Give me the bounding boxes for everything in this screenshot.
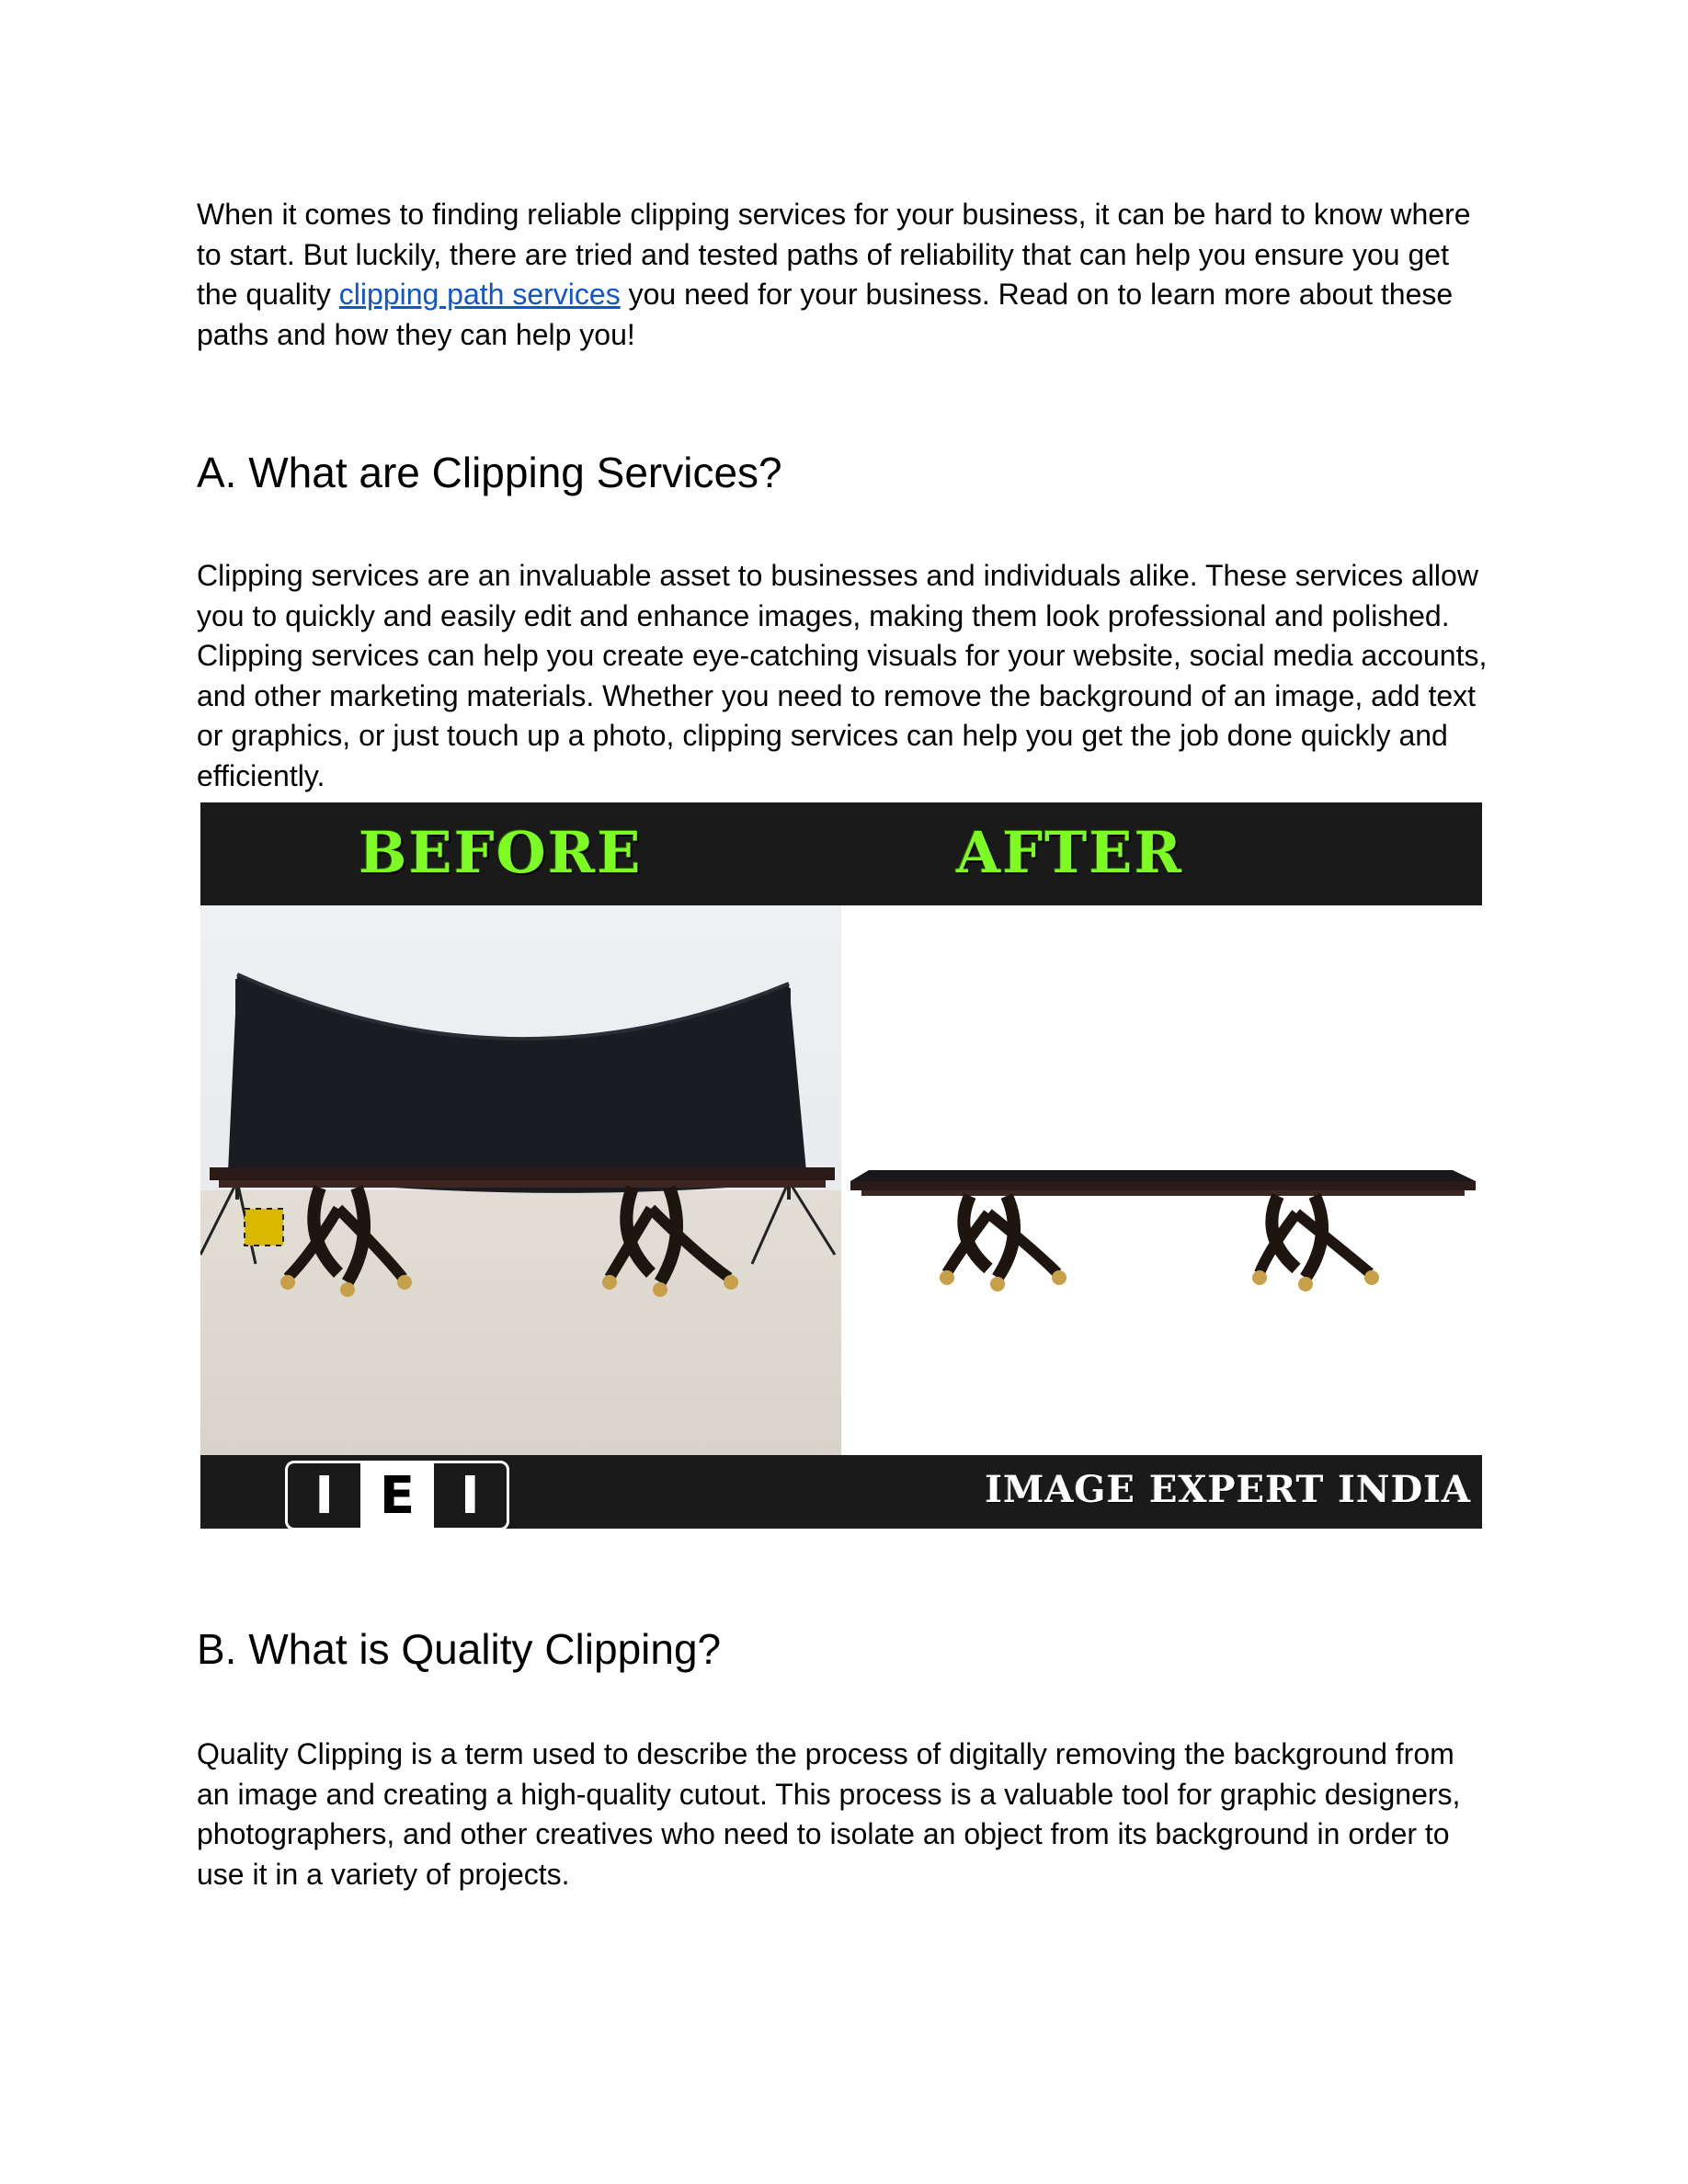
- after-photo: [841, 905, 1482, 1455]
- section-b-heading: B. What is Quality Clipping?: [197, 1625, 722, 1673]
- brand-band: [200, 1455, 1482, 1529]
- section-a-heading: A. What are Clipping Services?: [197, 449, 782, 496]
- section-a-paragraph: Clipping services are an invaluable asset to businesses and individuals alike. These services allow you to quickly and easily edit and enhance images, making them look professional and polished. Clipping services can help you create eye-catching visuals for your website, social media accounts, and other marketing materials. Whether you need to remove the background of an image, add text or graphics, or just touch up a photo, clipping services can help you get the job done quickly and efficiently.: [197, 559, 1488, 792]
- brand-name: IMAGE EXPERT INDIA: [985, 1468, 1471, 1511]
- label-band: [200, 802, 1482, 905]
- logo-letter-2: E: [360, 1463, 433, 1528]
- logo-letter-1: I: [288, 1463, 360, 1528]
- intro-text-end: you need for your business. Read on to learn more about these paths and how they can help you!: [197, 278, 1454, 351]
- before-photo: [200, 905, 841, 1455]
- before-label: BEFORE: [359, 819, 643, 886]
- clipping-path-services-link[interactable]: clipping path services: [338, 278, 621, 312]
- before-after-image: [200, 802, 1482, 1529]
- after-label: AFTER: [956, 819, 1184, 886]
- intro-paragraph: [197, 195, 1484, 355]
- iei-logo: [285, 1461, 509, 1530]
- logo-letter-3: I: [434, 1463, 507, 1528]
- section-b-paragraph: Quality Clipping is a term used to describe the process of digitally removing the background from an image and creating a high-quality cutout. This process is a valuable tool for graphic designers, photographers, and other creatives who need to isolate an object from its background in order to use it in a variety of projects.: [197, 1737, 1461, 1891]
- intro-text-start: When it comes to finding reliable clipping services for your business, it can be hard to know where to start. But luckily, there are tried and tested paths of reliability that can help you ensure you get the quality: [197, 198, 1471, 312]
